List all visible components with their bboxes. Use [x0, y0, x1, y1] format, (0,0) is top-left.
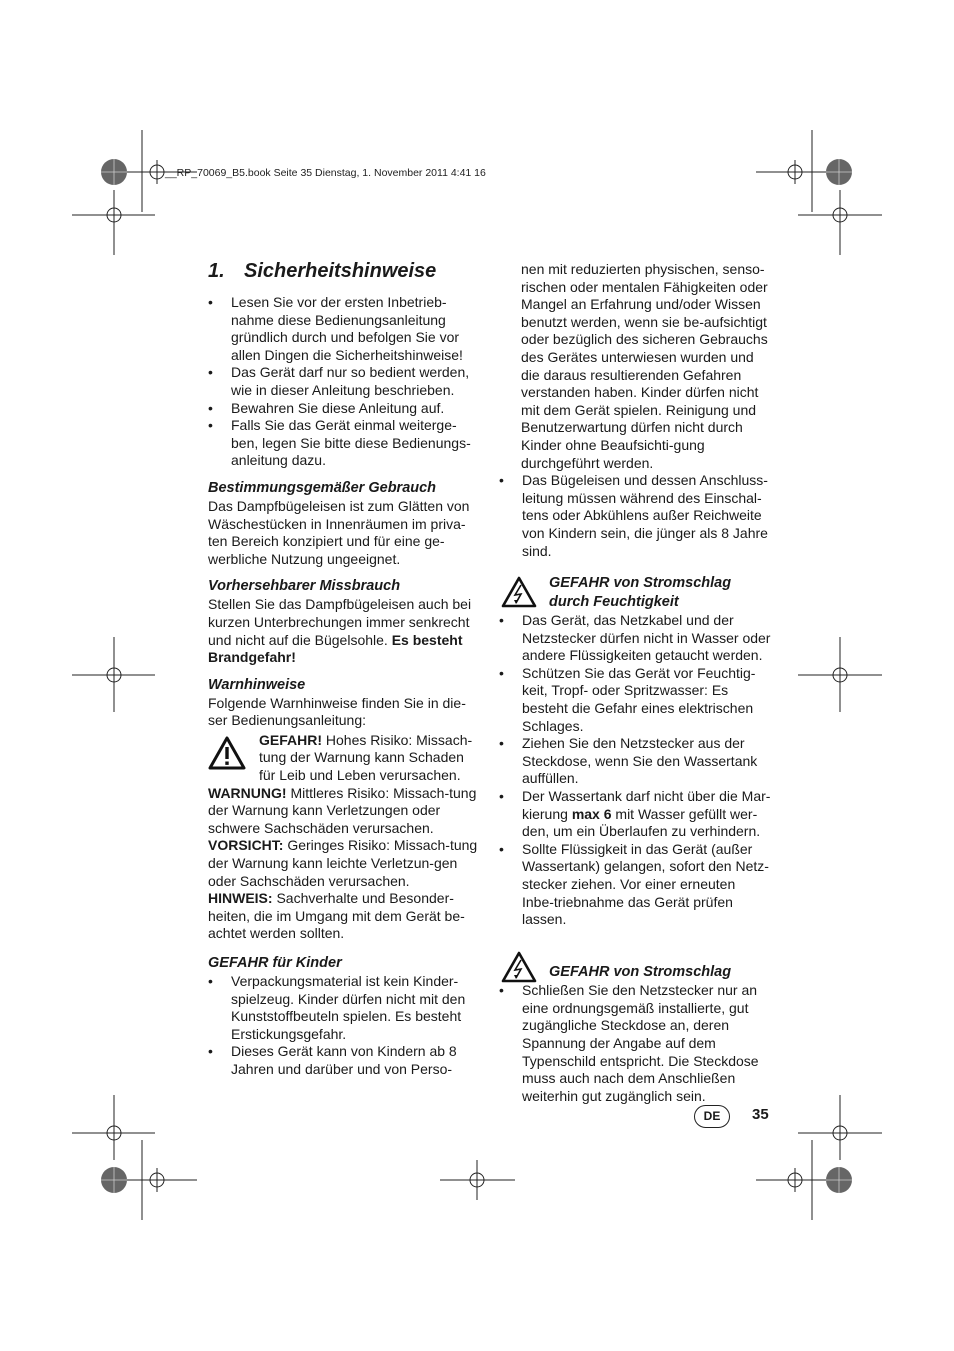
list-item: • Verpackungsmaterial ist kein Kinder-spielzeug. Kinder dürfen nicht mit den Kunststoffbeuteln spielen. Es besteht Erstickungsgefahr. — [208, 973, 480, 1043]
shock-list — [499, 982, 771, 1105]
intended-use-text: Das Dampfbügeleisen ist zum Glätten von Wäschestücken in Innenräumen im priva-ten Bereich konzipiert und für eine ge-werbliche Nutzung ungeeignet. — [208, 497, 470, 567]
section-heading-children: GEFAHR für Kinder — [208, 955, 342, 971]
list-item: • Bewahren Sie diese Anleitung auf. — [208, 400, 480, 418]
list-item: • Ziehen Sie den Netzstecker aus der Steckdose, wenn Sie den Wassertank auffüllen. — [499, 735, 771, 788]
warning-triangle-icon — [208, 736, 246, 770]
children-bullet-continuation: nen mit reduzierten physischen, senso-rischen oder mentalen Fähigkeiten oder Mangel an Erfahrung und/oder Wissen benutzt werden, wenn sie be-aufsichtigt oder bezüglich des sicheren Gebrauchs des Gerätes unterwiesen wurden und die daraus resultierenden Gefahren verstanden haben. Kinder dürfen nicht mit dem Gerät spielen. Reinigung und Benutzerwartung dürfen nicht durch Kinder ohne Beaufsichti-gung durchgeführt werden. — [521, 261, 768, 471]
intro-list — [208, 294, 480, 470]
danger-definition: GEFAHR! Hohes Risiko: Missach-tung der Warnung kann Schaden für Leib und Leben verursachen. — [208, 732, 480, 785]
list-item: • Dieses Gerät kann von Kindern ab 8 Jahren und darüber und von Perso- — [208, 1043, 480, 1078]
list-item: • Das Gerät, das Netzkabel und der Netzstecker dürfen nicht in Wasser oder andere Flüssigkeiten getaucht werden. — [499, 612, 771, 665]
shock-danger-heading: GEFAHR von Stromschlag — [499, 949, 771, 982]
children-list-continued — [499, 472, 771, 560]
children-list — [208, 973, 480, 1079]
list-item: • Falls Sie das Gerät einmal weiterge-ben, legen Sie bitte diese Bedienungs-anleitung dazu. — [208, 417, 480, 470]
list-item: • Lesen Sie vor der ersten Inbetrieb-nahme diese Bedienungsanleitung gründlich durch und befolgen Sie vor allen Dingen die Sicherheitshinweise! — [208, 294, 480, 364]
page-title: 1. Sicherheitshinweise — [208, 260, 437, 282]
left-column — [208, 258, 480, 1079]
note-definition: HINWEIS: Sachverhalte und Besonder-heiten, die im Umgang mit dem Gerät be-achtet werden sollten. — [208, 890, 465, 942]
book-file-info: __RP_70069_B5.book Seite 35 Dienstag, 1. November 2011 4:41 16 — [165, 167, 486, 179]
list-item: • Der Wassertank darf nicht über die Mar-kierung max 6 mit Wasser gefüllt wer-den, um ein Überlaufen zu verhindern. — [499, 788, 771, 841]
warning-definition: WARNUNG! Mittleres Risiko: Missach-tung der Warnung kann Verletzungen oder schwere Sachschäden verursachen. — [208, 784, 477, 836]
misuse-text: Stellen Sie das Dampfbügeleisen auch bei kurzen Unterbrechungen immer senkrecht und nicht auf die Bügelsohle. Es besteht Brandgefahr! — [208, 596, 472, 666]
list-item: • Schützen Sie das Gerät vor Feuchtig-keit, Tropf- oder Spritzwasser: Es besteht die Gefahr eines elektrischen Schlages. — [499, 665, 771, 735]
section-heading-intended-use: Bestimmungsgemäßer Gebrauch — [208, 479, 437, 496]
list-item: • Das Bügeleisen und dessen Anschluss-leitung müssen während des Einschal-tens oder Abkühlens außer Reichweite von Kindern sein, die jünger als 8 Jahre sind. — [499, 472, 771, 560]
section-heading-misuse: Vorhersehbarer Missbrauch — [208, 578, 401, 595]
electric-shock-icon — [501, 951, 537, 983]
electric-shock-icon — [501, 576, 537, 608]
page-number: 35 — [752, 1106, 769, 1123]
warnings-intro: Folgende Warnhinweise finden Sie in die-ser Bedienungsanleitung: — [208, 694, 466, 729]
caution-definition: VORSICHT: Geringes Risiko: Missach-tung der Warnung kann leichte Verletzun-gen oder Sachschäden verursachen. — [208, 837, 478, 889]
right-column — [499, 261, 771, 1105]
list-item: • Sollte Flüssigkeit in das Gerät (außer Wassertank) gelangen, sofort den Netz-stecker ziehen. Vor einer erneuten Inbe-triebnahme das Gerät prüfen lassen. — [499, 841, 771, 929]
list-item: • Schließen Sie den Netzstecker nur an eine ordnungsgemäß installierte, gut zugängliche Steckdose an, deren Spannung der Angabe auf dem Typenschild entspricht. Die Steckdose muss auch nach dem Anschließen weiterhin gut zugänglich sein. — [499, 982, 771, 1105]
moisture-danger-heading: GEFAHR von Stromschlag durch Feuchtigkeit — [499, 574, 771, 611]
section-heading-warnings: Warnhinweise — [208, 676, 306, 693]
list-item: • Das Gerät darf nur so bedient werden, wie in dieser Anleitung beschrieben. — [208, 364, 480, 399]
language-badge: DE — [694, 1105, 730, 1128]
moisture-list — [499, 612, 771, 929]
